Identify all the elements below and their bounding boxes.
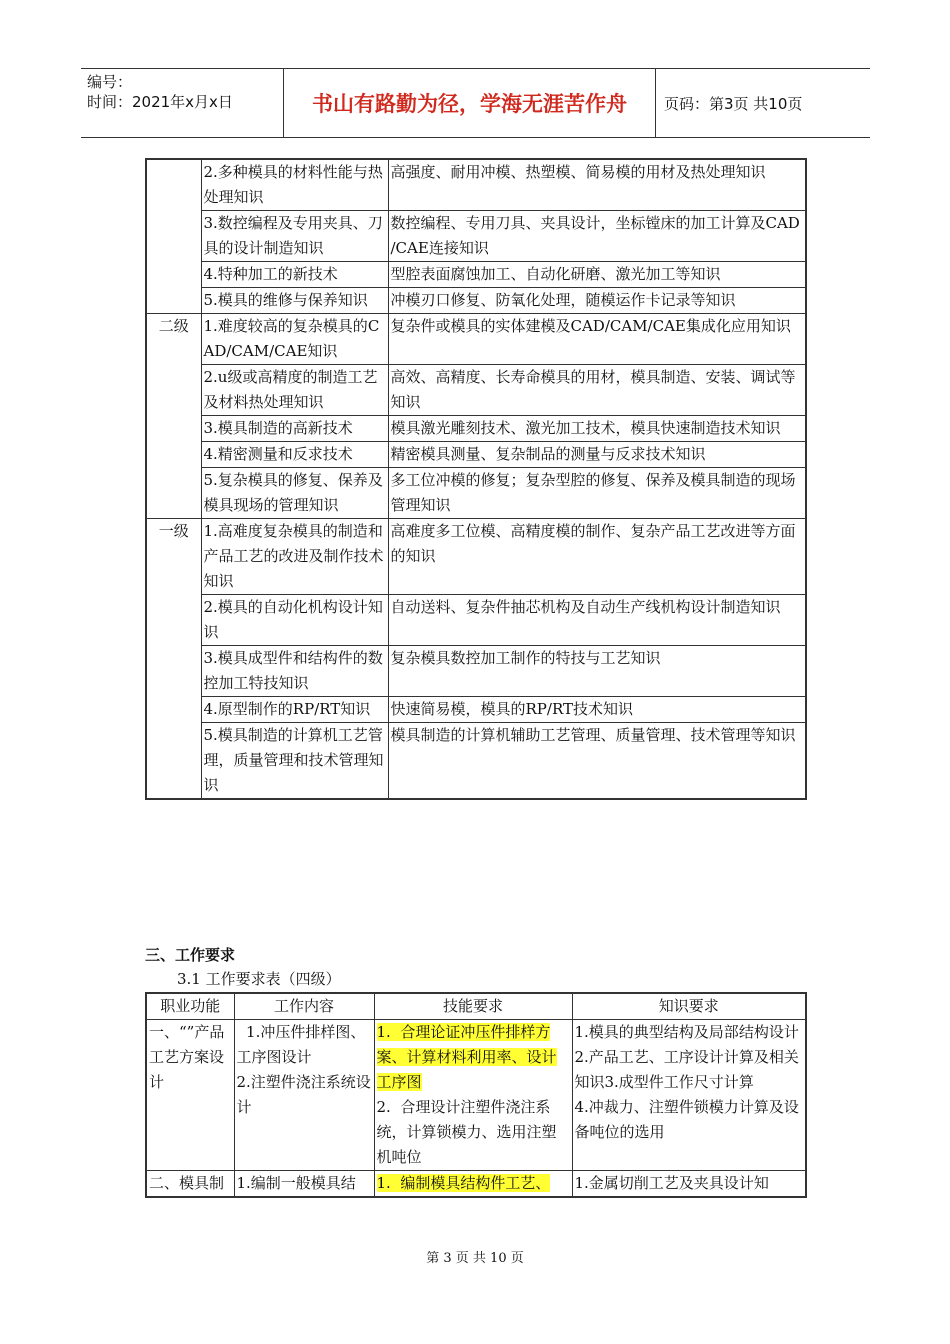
topic-cell: 1.高难度复杂模具的制造和产品工艺的改进及制作技术知识 <box>201 519 388 595</box>
table-row <box>146 1171 806 1198</box>
table-row <box>146 697 806 723</box>
detail-cell: 高强度、耐用冲模、热塑模、简易模的用材及热处理知识 <box>388 159 806 211</box>
knowledge-line: 4.冲裁力、注塑件锁模力计算及设备吨位的选用 <box>574 1098 799 1141</box>
topic-cell: 3.模具成型件和结构件的数控加工特技知识 <box>201 646 388 697</box>
content-cell <box>234 1020 374 1171</box>
topic-cell: 5.模具制造的计算机工艺管理，质量管理和技术管理知识 <box>201 723 388 800</box>
topic-cell: 1.难度较高的复杂模具的CAD/CAM/CAE知识 <box>201 314 388 365</box>
topic-cell: 4.特种加工的新技术 <box>201 262 388 288</box>
detail-cell: 冲模刃口修复、防氧化处理，随模运作卡记录等知识 <box>388 288 806 314</box>
topic-cell: 3.模具制造的高新技术 <box>201 416 388 442</box>
table-row <box>146 416 806 442</box>
level-cell: 二级 <box>146 314 201 519</box>
topic-cell: 4.精密测量和反求技术 <box>201 442 388 468</box>
detail-cell: 型腔表面腐蚀加工、自动化研磨、激光加工等知识 <box>388 262 806 288</box>
topic-cell: 5.复杂模具的修复、保养及模具现场的管理知识 <box>201 468 388 519</box>
table-row <box>146 159 806 211</box>
time-label: 时间：2021年x月x日 <box>87 93 233 111</box>
skill-line: 2. 合理设计注塑件浇注系统，计算锁模力、选用注塑机吨位 <box>376 1098 557 1166</box>
topic-cell: 2.u级或高精度的制造工艺及材料热处理知识 <box>201 365 388 416</box>
header-meta <box>81 69 283 137</box>
knowledge-line: 1.模具的典型结构及局部结构设计 <box>574 1023 799 1041</box>
detail-cell: 复杂件或模具的实体建模及CAD/CAM/CAE集成化应用知识 <box>388 314 806 365</box>
detail-cell: 高效、高精度、长寿命模具的用材，模具制造、安装、调试等知识 <box>388 365 806 416</box>
header-cell: 职业功能 <box>146 993 234 1020</box>
header-page-label: 页码：第3页 共10页 <box>664 95 803 113</box>
work-requirements-table <box>145 992 807 1198</box>
table-header-row <box>146 993 806 1020</box>
content-line: 1.冲压件排样图、工序图设计 <box>236 1023 366 1066</box>
highlighted-text: 1. 编制模具结构件工艺、 <box>376 1174 551 1192</box>
topic-cell: 2.模具的自动化机构设计知识 <box>201 595 388 646</box>
detail-cell: 高难度多工位模、高精度模的制作、复杂产品工艺改进等方面的知识 <box>388 519 806 595</box>
table-row <box>146 519 806 595</box>
number-label: 编号： <box>87 73 133 91</box>
detail-cell: 模具制造的计算机辅助工艺管理、质量管理、技术管理等知识 <box>388 723 806 800</box>
knowledge-table <box>145 158 807 800</box>
page-footer: 第 3 页 共 10 页 <box>426 1251 524 1266</box>
table-row <box>146 468 806 519</box>
table-row <box>146 723 806 800</box>
function-cell: 二、模具制 <box>146 1171 234 1198</box>
topic-cell: 4.原型制作的RP/RT知识 <box>201 697 388 723</box>
level-cell: 一级 <box>146 519 201 800</box>
knowledge-line: 2.产品工艺、工序设计计算及相关知识3.成型件工作尺寸计算 <box>574 1048 799 1091</box>
detail-cell: 自动送料、复杂件抽芯机构及自动生产线机构设计制造知识 <box>388 595 806 646</box>
table-row <box>146 442 806 468</box>
table-row <box>146 646 806 697</box>
skill-cell <box>374 1171 572 1198</box>
table-row <box>146 211 806 262</box>
header-cell: 知识要求 <box>572 993 806 1020</box>
knowledge-cell <box>572 1020 806 1171</box>
section-title: 三、工作要求 <box>145 946 236 964</box>
table-caption: 3.1 工作要求表（四级） <box>177 970 341 988</box>
content-cell: 1.编制一般模具结 <box>234 1171 374 1198</box>
highlighted-text: 1. 合理论证冲压件排样方案、计算材料利用率、设计工序图 <box>376 1023 557 1091</box>
skill-cell <box>374 1020 572 1171</box>
table-row <box>146 262 806 288</box>
topic-cell: 3.数控编程及专用夹具、刀具的设计制造知识 <box>201 211 388 262</box>
header-motto: 书山有路勤为径，学海无涯苦作舟 <box>283 69 656 137</box>
content-line: 2.注塑件浇注系统设计 <box>236 1073 371 1116</box>
detail-cell: 数控编程、专用刀具、夹具设计，坐标镗床的加工计算及CAD /CAE连接知识 <box>388 211 806 262</box>
detail-cell: 快速简易模，模具的RP/RT技术知识 <box>388 697 806 723</box>
table-row <box>146 288 806 314</box>
knowledge-cell: 1.金属切削工艺及夹具设计知 <box>572 1171 806 1198</box>
detail-cell: 复杂模具数控加工制作的特技与工艺知识 <box>388 646 806 697</box>
topic-cell: 5.模具的维修与保养知识 <box>201 288 388 314</box>
detail-cell: 模具激光雕刻技术、激光加工技术，模具快速制造技术知识 <box>388 416 806 442</box>
table-row <box>146 365 806 416</box>
table-row <box>146 1020 806 1171</box>
table-row <box>146 314 806 365</box>
topic-cell: 2.多种模具的材料性能与热处理知识 <box>201 159 388 211</box>
table-row <box>146 595 806 646</box>
header-cell: 工作内容 <box>234 993 374 1020</box>
header-cell: 技能要求 <box>374 993 572 1020</box>
detail-cell: 多工位冲模的修复；复杂型腔的修复、保养及模具制造的现场管理知识 <box>388 468 806 519</box>
page-header <box>81 68 870 138</box>
level-cell <box>146 159 201 314</box>
function-cell: 一、“”产品工艺方案设计 <box>146 1020 234 1171</box>
detail-cell: 精密模具测量、复杂制品的测量与反求技术知识 <box>388 442 806 468</box>
